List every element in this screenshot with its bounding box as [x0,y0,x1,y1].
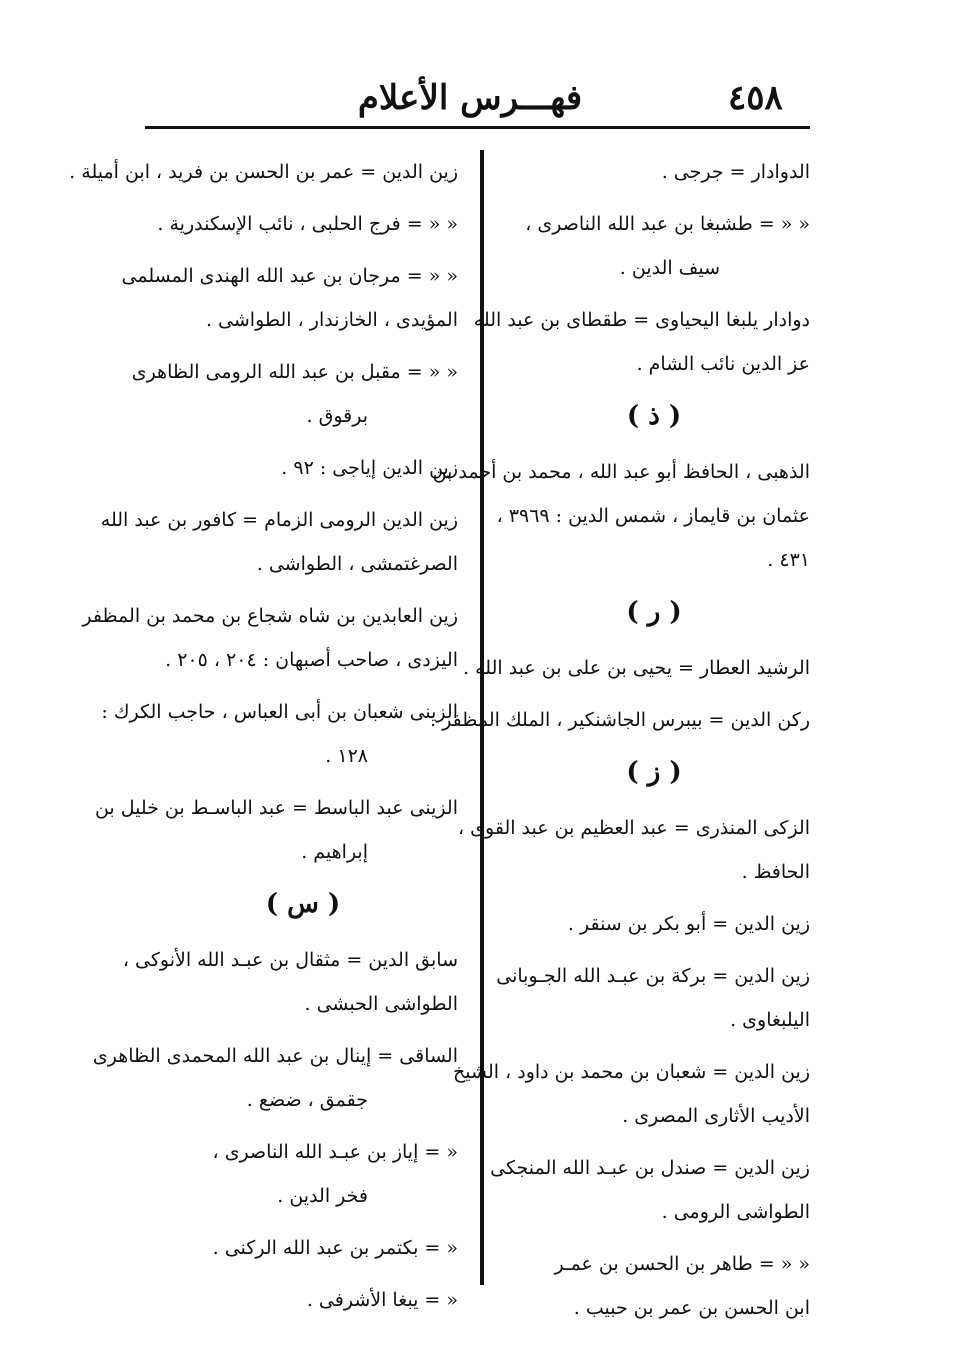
entry-continuation: الصرغتمشى ، الطواشى . [256,553,458,575]
entry-line: « « = مقبل بن عبد الله الرومى الظاهرى [131,361,458,383]
entry-line: « « = طشبغا بن عبد الله الناصرى ، [525,213,810,235]
entry-line: زين الدين = شعبان بن محمد بن داود ، الشيخ [453,1061,810,1083]
entry-line: زين الدين = بركة بن عبـد الله الجـوبانى [496,965,810,987]
entry-continuation: جقمق ، ضضع . [246,1089,368,1111]
entry-line: الساقى = إينال بن عبد الله المحمدى الظاهرى [92,1045,458,1067]
entry-continuation: برقوق . [306,405,368,427]
index-entry [498,1242,810,1330]
entry-continuation: فخر الدين . [277,1185,368,1207]
entry-line: الزينى عبد الباسط = عبد الباسـط بن خليل بن [94,797,458,819]
entry-continuation: اليزدى ، صاحب أصبهان : ٢٠٤ ، ٢٠٥ . [165,649,458,671]
index-entry [122,938,458,1026]
letter-heading: ( ر ) [626,597,682,627]
index-entry [498,954,810,1042]
index-entry [94,786,458,874]
index-entry [69,150,458,194]
entry-line: زين الدين = صندل بن عبـد الله المنجكى [490,1157,810,1179]
entry-line: « « = طاهر بن الحسن بن عمـر [554,1253,810,1275]
entry-continuation: إبراهيم . [301,841,368,863]
page-title: فهـــرس الأعلام [357,78,583,118]
entry-line: « = إياز بن عبـد الله الناصرى ، [212,1141,458,1163]
left-column [69,150,458,1330]
index-entry [473,298,810,386]
index-entry [100,498,458,586]
letter-heading: ( س ) [265,889,341,919]
entry-continuation: الحافظ . [741,861,810,883]
entry-line: زين العابدين بن شاه شجاع بن محمد بن المظفر [82,605,458,627]
index-entry [498,150,810,194]
index-entry [453,1050,810,1138]
page-number: ٤٥٨ [728,78,783,118]
entry-line: زين الدين = عمر بن الحسن بن فريد ، ابن أميلة . [69,161,458,183]
entry-line: « « = فرج الحلبى ، نائب الإسكندرية . [157,213,458,235]
header-rule [145,126,810,129]
entry-continuation: اليلبغاوى . [730,1009,810,1031]
letter-heading: ( ذ ) [626,401,682,431]
index-entry [490,1146,810,1234]
entry-continuation: عثمان بن قايماز ، شمس الدين : ٣٩٦٩ ، [496,505,810,527]
entry-line: سابق الدين = مثقال بن عبـد الله الأنوكى ، [122,949,458,971]
entry-line: الذهبى ، الحافظ أبو عبد الله ، محمد بن أحمد بن [432,461,810,483]
entry-line: « = يبغا الأشرفى . [306,1289,458,1311]
index-entry [82,594,458,682]
entry-line: ركن الدين = بيبرس الجاشنكير ، الملك المظفر . [430,709,810,731]
right-column [430,150,810,1338]
entry-continuation: الأديب الأثارى المصرى . [622,1105,810,1127]
entry-continuation: المؤيدى ، الخازندار ، الطواشى . [205,309,458,331]
letter-heading: ( ز ) [626,757,682,787]
entry-line: دوادار يلبغا اليحياوى = طقطاى بن عبد الله [473,309,810,331]
index-entry [148,446,458,490]
index-entry [101,690,458,778]
entry-continuation: الطواشى الحبشى . [304,993,458,1015]
index-entry [498,202,810,290]
index-entry [498,902,810,946]
entry-continuation: عز الدين نائب الشام . [636,353,810,375]
entry-line: زين الدين = أبو بكر بن سنقر . [567,913,810,935]
entry-continuation: الطواشى الرومى . [661,1201,810,1223]
index-entry [148,1278,458,1322]
index-entry [463,646,810,690]
entry-line: الدوادار = جرجى . [661,161,810,183]
entry-continuation: سيف الدين . [619,257,720,279]
index-entry [432,450,810,582]
index-entry [131,350,458,438]
entry-line: « « = مرجان بن عبد الله الهندى المسلمى [121,265,458,287]
index-entry [430,698,810,742]
entry-line: « = بكتمر بن عبد الله الركنى . [212,1237,458,1259]
entry-line: الزينى شعبان بن أبى العباس ، حاجب الكرك : [101,701,458,723]
entry-continuation: ١٢٨ . [325,745,368,767]
index-entry [148,202,458,246]
entry-line: زين الدين الرومى الزمام = كافور بن عبد الله [100,509,458,531]
index-entry [121,254,458,342]
index-entry [148,1130,458,1218]
entry-line: الرشيد العطار = يحيى بن على بن عبد الله . [463,657,810,679]
index-entry [457,806,810,894]
entry-continuation: ٤٣١ . [767,549,810,571]
entry-continuation: ابن الحسن بن عمر بن حبيب . [573,1297,810,1319]
index-entry [148,1226,458,1270]
entry-line: زين الدين إياجى : ٩٢ . [281,457,458,479]
entry-line: الزكى المنذرى = عبد العظيم بن عبد القوى ، [457,817,810,839]
index-entry [92,1034,458,1122]
